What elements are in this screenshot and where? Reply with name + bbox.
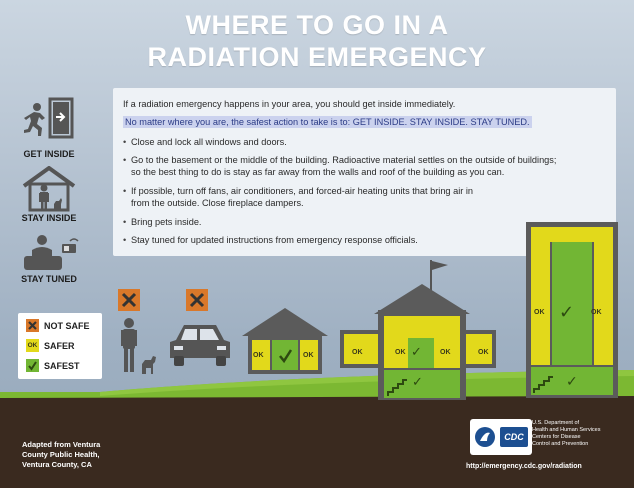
bullet-stay-tuned: • Stay tuned for updated instructions from emergency response officials. [131,234,616,246]
page-title-line2: RADIATION EMERGENCY [147,42,487,72]
sidebar-item-stay-inside: STAY INSIDE [21,213,77,223]
legend-safest: SAFEST [44,361,80,371]
tall-building-check-basement: ✓ [566,373,578,389]
get-inside-icon [20,97,78,145]
credit-line1: Adapted from Ventura [22,440,101,449]
cdc-logo-text: CDC [500,427,528,447]
sidebar-item-stay-tuned: STAY TUNED [21,274,77,284]
tall-building-check-core: ✓ [559,302,575,322]
person-not-safe-badge [118,289,140,311]
bullet-lock-doors: • Close and lock all windows and doors. [131,136,616,148]
hhs-eagle-icon [474,423,496,451]
small-house-ok-right: OK [303,352,314,359]
agency-text [532,420,600,448]
tall-building-ok-left: OK [534,309,545,316]
agency-line1: U.S. Department of [532,420,580,426]
car-not-safe-badge [186,289,208,311]
bullet-basement-cont: so the best thing to do is stay as far away from the walls and roof of the building as you can. [131,167,505,177]
bullet-fans-cont: from the outside. Close fireplace dampers. [131,198,304,208]
page-title-line1: WHERE TO GO IN A [185,10,449,40]
building-ok-center-left: OK [395,349,406,356]
legend-not-safe: NOT SAFE [44,321,90,331]
building-ok-center-right: OK [440,349,451,356]
not-safe-swatch [26,319,39,332]
person-with-dog-icon [118,318,160,376]
bullet-pets: • Bring pets inside. [131,216,616,228]
stay-tuned-icon [22,232,80,272]
safer-swatch: OK [26,339,39,352]
stay-inside-icon [20,166,78,212]
credit-line3: Ventura County, CA [22,460,92,469]
small-house-ok-left: OK [253,352,264,359]
sidebar-item-get-inside: GET INSIDE [23,149,75,159]
radiation-url-link[interactable]: http://emergency.cdc.gov/radiation [466,463,582,470]
agency-line3: Centers for Disease [532,434,581,440]
tall-building-ok-right: OK [591,309,602,316]
highlight-text: No matter where you are, the safest action to take is to: GET INSIDE. STAY INSIDE. STAY TUNED. [125,117,530,127]
agency-line2: Health and Human Services [532,427,601,433]
intro-text: If a radiation emergency happens in your area, you should get inside immediately. [123,99,456,109]
building-ok-left: OK [352,349,363,356]
credit-line2: County Public Health, [22,450,100,459]
car-icon [166,320,234,368]
building-check-basement: ✓ [412,374,423,389]
cdc-hhs-logo [470,419,532,455]
small-house [240,304,330,376]
building-check-middle: ✓ [411,344,422,359]
credit-text [22,440,100,470]
bullet-fans: • If possible, turn off fans, air conditioners, and forced-air heating units that bring air in [131,185,616,197]
bullet-basement: • Go to the basement or the middle of the building. Radioactive material settles on the outside of buildings; [131,154,616,166]
building-ok-right: OK [478,349,489,356]
legend-safer: SAFER [44,341,75,351]
agency-line4: Control and Prevention [532,441,589,447]
